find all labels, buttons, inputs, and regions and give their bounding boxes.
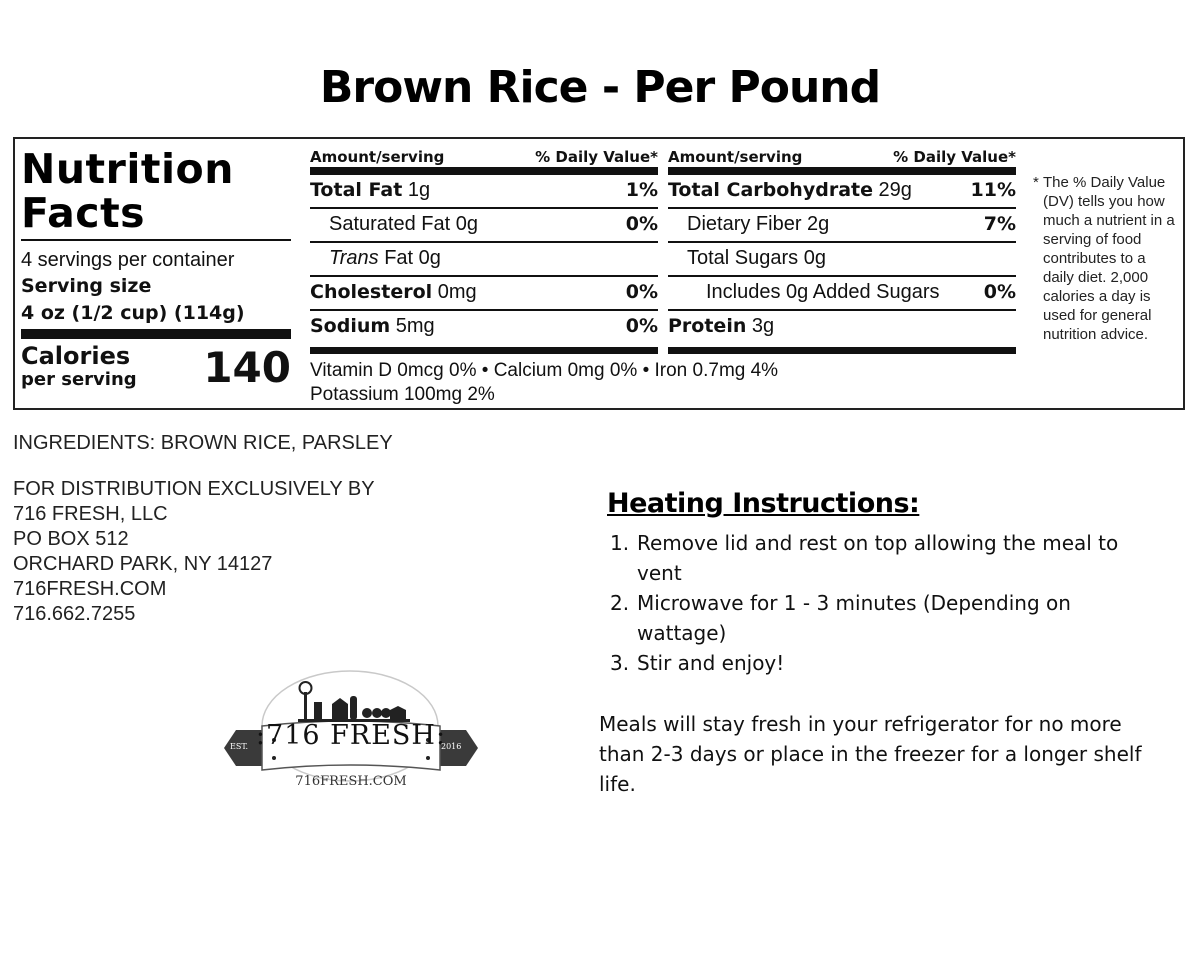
nutrient-column-right (668, 147, 1016, 354)
nutrient-dv: 1% (625, 179, 658, 201)
nutrient-row-total-fat (310, 175, 658, 209)
nutrient-amount: 1g (407, 179, 431, 201)
nutrient-name: Saturated Fat (329, 213, 451, 235)
potassium-line: Potassium 100mg 2% (310, 384, 495, 405)
nutrient-name: Includes 0g Added Sugars (706, 281, 940, 303)
amount-header: Amount/serving (310, 148, 445, 166)
nutrient-dv: 0% (625, 213, 658, 235)
nutrient-dv: 7% (983, 213, 1016, 235)
step-text: Stir and enjoy! (637, 651, 785, 675)
nutrient-row-cholesterol (310, 277, 658, 311)
divider (21, 329, 291, 339)
divider (310, 167, 658, 175)
nutrient-row-total-sugars (668, 243, 1016, 277)
distribution-line: FOR DISTRIBUTION EXCLUSIVELY BY (13, 478, 375, 500)
logo-est: EST. (230, 742, 249, 751)
ingredients: INGREDIENTS: BROWN RICE, PARSLEY (13, 432, 393, 454)
page-title: Brown Rice - Per Pound (319, 62, 881, 113)
nutrient-row-protein (668, 311, 1016, 345)
heating-step (610, 648, 1130, 678)
calories-sub-label: per serving (21, 368, 137, 390)
column-header (668, 147, 1016, 167)
heating-instructions-title: Heating Instructions: (607, 488, 920, 519)
nutrition-heading (21, 147, 291, 235)
nutrition-heading-line1: Nutrition (21, 145, 234, 193)
brand-logo (222, 668, 480, 796)
nutrient-amount: 29g (878, 179, 912, 201)
nutrient-amount: 5mg (395, 315, 435, 337)
step-number: 2. (610, 591, 630, 615)
step-text: Microwave for 1 - 3 minutes (Depending on wattage) (637, 591, 1071, 645)
step-number: 3. (610, 651, 630, 675)
nutrient-name: Protein (668, 315, 747, 337)
calories-value: 140 (203, 343, 291, 392)
dv-header: % Daily Value* (893, 148, 1016, 166)
nutrient-amount: 0mg (437, 281, 477, 303)
nutrient-amount: 0g (803, 247, 826, 269)
logo-name: :716 FRESH: (255, 720, 447, 751)
step-text: Remove lid and rest on top allowing the meal to vent (637, 531, 1119, 585)
nutrient-name: Dietary Fiber (687, 213, 802, 235)
distribution-block (13, 477, 375, 627)
amount-header: Amount/serving (668, 148, 803, 166)
nutrition-heading-line2: Facts (21, 189, 146, 237)
nutrient-dv: 11% (970, 179, 1016, 201)
footnote-star: * (1033, 174, 1039, 191)
nutrient-dv: 0% (983, 281, 1016, 303)
calories-label: Calories (21, 341, 131, 370)
nutrient-amount: 0g (455, 213, 478, 235)
serving-size-value: 4 oz (1/2 cup) (114g) (21, 302, 245, 324)
nutrient-name: Total Carbohydrate (668, 179, 873, 201)
logo-year: 2016 (441, 742, 462, 751)
nutrient-row-trans-fat (310, 243, 658, 277)
nutrient-dv: 0% (625, 315, 658, 337)
serving-size-label: Serving size (21, 275, 152, 297)
nutrient-amount: 0g (418, 247, 441, 269)
divider (668, 167, 1016, 175)
nutrition-left-column (21, 147, 291, 392)
calories-row (21, 343, 291, 392)
nutrient-amount: 3g (751, 315, 775, 337)
column-header (310, 147, 658, 167)
divider (21, 239, 291, 241)
heating-step (610, 588, 1130, 648)
nutrient-name: Fat (384, 247, 414, 269)
storage-note: Meals will stay fresh in your refrigerator for no more than 2-3 days or place in the freezer for a longer shelf life. (599, 712, 1142, 796)
distribution-line: 716.662.7255 (13, 603, 136, 625)
nutrient-row-added-sugars (668, 277, 1016, 311)
nutrient-row-saturated-fat (310, 209, 658, 243)
nutrient-column-left (310, 147, 658, 354)
divider (310, 347, 658, 354)
distribution-line: PO BOX 512 (13, 528, 129, 550)
dv-header: % Daily Value* (535, 148, 658, 166)
distribution-line: 716 FRESH, LLC (13, 503, 168, 525)
footnote-text: The % Daily Value (DV) tells you how much a nutrient in a serving of food contributes to a daily diet. 2,000 calories a day is used for general nutrition advice. (1043, 174, 1175, 343)
nutrient-row-dietary-fiber (668, 209, 1016, 243)
heating-step (610, 528, 1130, 588)
divider (668, 347, 1016, 354)
nutrient-name: Sodium (310, 315, 391, 337)
daily-value-footnote (1033, 173, 1178, 344)
servings-per-container: 4 servings per container (21, 249, 235, 271)
nutrient-row-total-carbohydrate (668, 175, 1016, 209)
distribution-line: 716FRESH.COM (13, 578, 167, 600)
vitamins-line: Vitamin D 0mcg 0% • Calcium 0mg 0% • Iron 0.7mg 4% (310, 360, 779, 381)
heating-steps-list (610, 528, 1130, 678)
nutrient-name: Total Fat (310, 179, 403, 201)
vitamins-minerals (310, 359, 1010, 407)
nutrient-name-italic: Trans (329, 247, 379, 269)
logo-url: 716FRESH.COM (295, 774, 407, 789)
nutrient-row-sodium (310, 311, 658, 345)
nutrient-dv: 0% (625, 281, 658, 303)
nutrient-amount: 2g (807, 213, 830, 235)
nutrient-name: Total Sugars (687, 247, 799, 269)
distribution-line: ORCHARD PARK, NY 14127 (13, 553, 273, 575)
calories-label-block (21, 341, 137, 391)
step-number: 1. (610, 531, 630, 555)
nutrient-name: Cholesterol (310, 281, 433, 303)
nutrition-facts-panel (13, 137, 1185, 410)
